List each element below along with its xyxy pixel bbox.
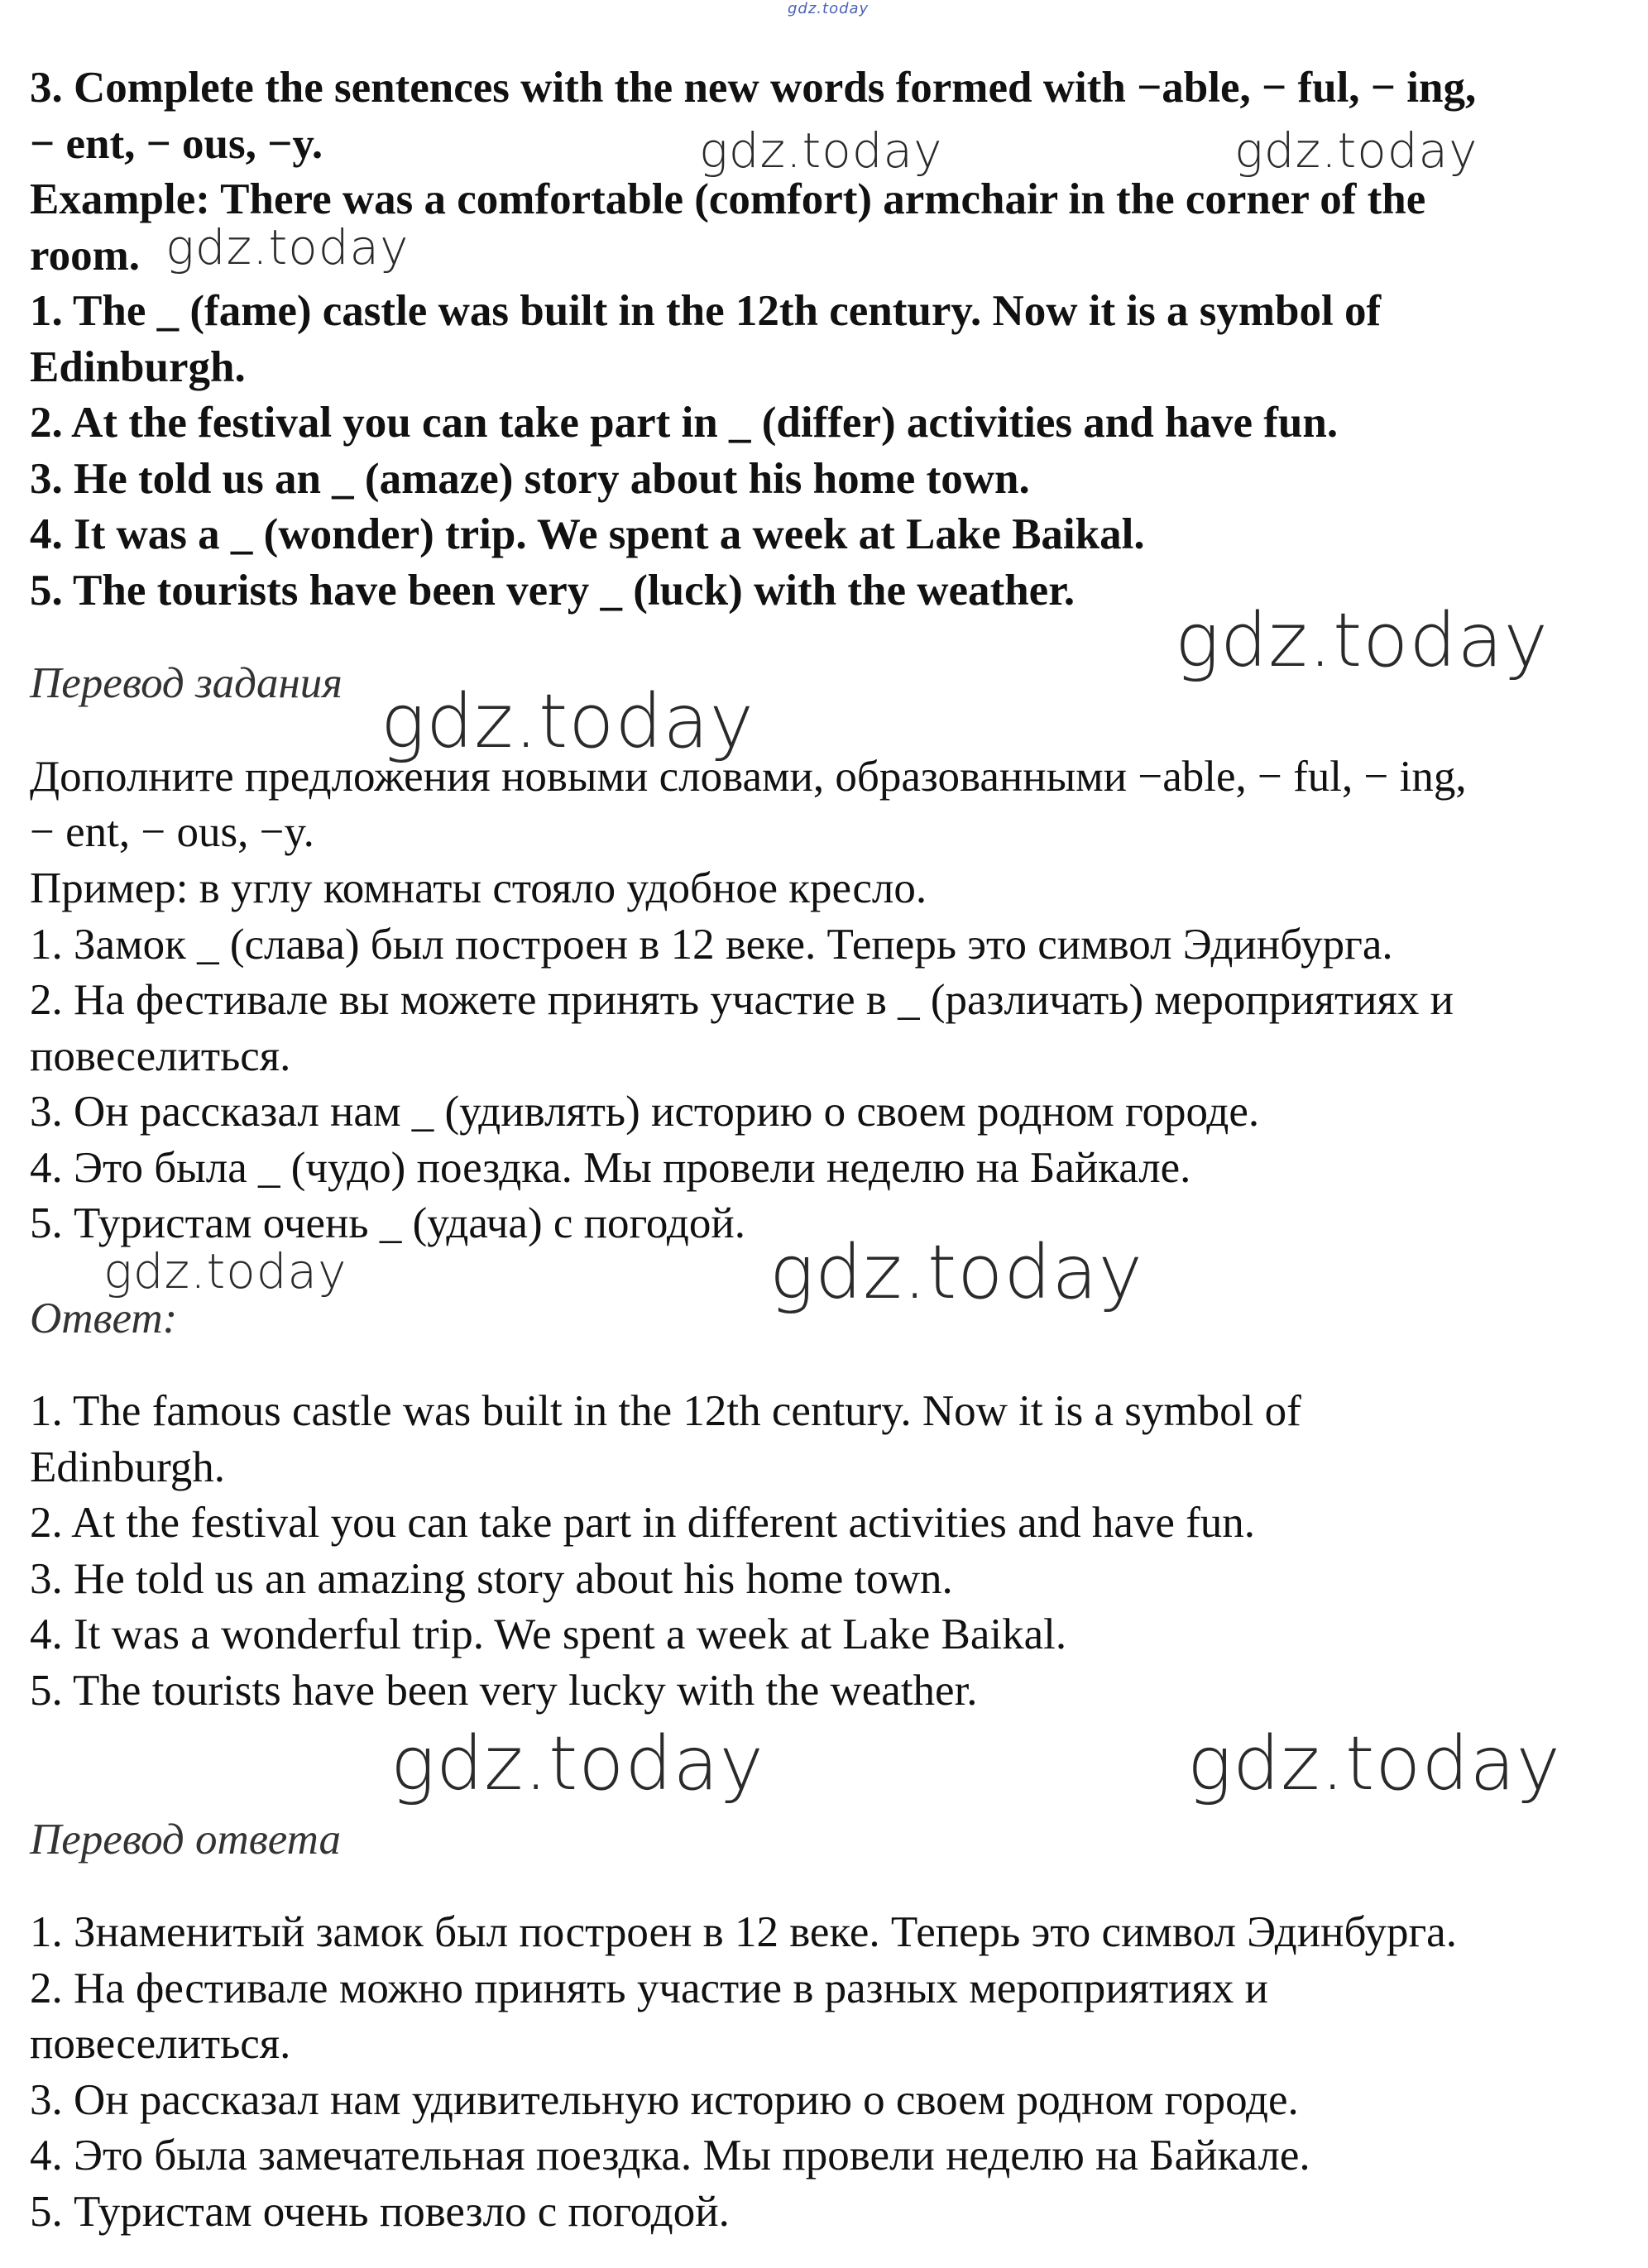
translation-line: 1. Замок _ (слава) был построен в 12 веке. Теперь это символ Эдинбурга. (30, 921, 1393, 969)
answer-translation-heading: Перевод ответа (30, 1816, 342, 1864)
task-title-cont: − ent, − ous, −y. (30, 120, 323, 168)
answer-line: 3. He told us an amazing story about his home town. (30, 1555, 953, 1603)
translation-line: Дополните предложения новыми словами, образованными −able, − ful, − ing, (30, 753, 1467, 801)
translation-line: повеселиться. (30, 1032, 291, 1080)
answer-translation-line: 1. Знаменитый замок был построен в 12 веке. Теперь это символ Эдинбурга. (30, 1908, 1457, 1956)
translation-line: 4. Это была _ (чудо) поездка. Мы провели неделю на Байкале. (30, 1144, 1191, 1192)
watermark: gdz.today (390, 1720, 764, 1807)
answer-translation-line: 4. Это была замечательная поездка. Мы провели неделю на Байкале. (30, 2132, 1310, 2179)
translation-line: 5. Туристам очень _ (удача) с погодой. (30, 1199, 745, 1247)
answer-translation-line: повеселиться. (30, 2020, 291, 2068)
watermark: gdz.today (1187, 1720, 1561, 1807)
answer-line: 5. The tourists have been very lucky with the weather. (30, 1667, 978, 1715)
task-item: 4. It was a _ (wonder) trip. We spent a week at Lake Baikal. (30, 510, 1145, 558)
answer-line: 1. The famous castle was built in the 12th century. Now it is a symbol of (30, 1387, 1301, 1435)
task-item: 3. He told us an _ (amaze) story about his home town. (30, 455, 1030, 503)
translation-line: Пример: в углу комнаты стояло удобное кресло. (30, 864, 927, 912)
watermark: gdz.today (381, 678, 755, 765)
watermark: gdz.today (1234, 122, 1478, 179)
task-example-cont: room. (30, 232, 140, 280)
watermark: gdz.today (165, 219, 410, 275)
task-item: 2. At the festival you can take part in _ (differ) activities and have fun. (30, 399, 1339, 447)
answer-line: 4. It was a wonderful trip. We spent a week at Lake Baikal. (30, 1610, 1067, 1658)
task-item: 1. The _ (fame) castle was built in the 12th century. Now it is a symbol of (30, 287, 1382, 335)
task-item: 5. The tourists have been very _ (luck) with the weather. (30, 567, 1076, 615)
task-title: 3. Complete the sentences with the new words formed with −able, − ful, − ing, (30, 64, 1477, 112)
watermark: gdz.today (769, 1229, 1143, 1316)
watermark-top: gdz.today (788, 0, 870, 17)
task-item: Edinburgh. (30, 343, 246, 391)
task-example: Example: There was a comfortable (comfort) armchair in the corner of the (30, 175, 1426, 223)
task-translation-heading: Перевод задания (30, 659, 343, 707)
translation-line: 2. На фестивале вы можете принять участие в _ (различать) мероприятиях и (30, 976, 1454, 1024)
watermark: gdz.today (699, 122, 943, 179)
answer-translation-line: 3. Он рассказал нам удивительную историю о своем родном городе. (30, 2076, 1299, 2124)
answer-line: 2. At the festival you can take part in different activities and have fun. (30, 1499, 1256, 1547)
translation-line: 3. Он рассказал нам _ (удивлять) историю о своем родном городе. (30, 1088, 1260, 1136)
answer-line: Edinburgh. (30, 1443, 226, 1491)
answer-heading: Ответ: (30, 1294, 178, 1342)
watermark: gdz.today (103, 1243, 347, 1299)
watermark: gdz.today (1175, 597, 1549, 684)
translation-line: − ent, − ous, −y. (30, 808, 314, 856)
answer-translation-line: 5. Туристам очень повезло с погодой. (30, 2188, 730, 2236)
answer-translation-line: 2. На фестивале можно принять участие в разных мероприятиях и (30, 1964, 1268, 2012)
